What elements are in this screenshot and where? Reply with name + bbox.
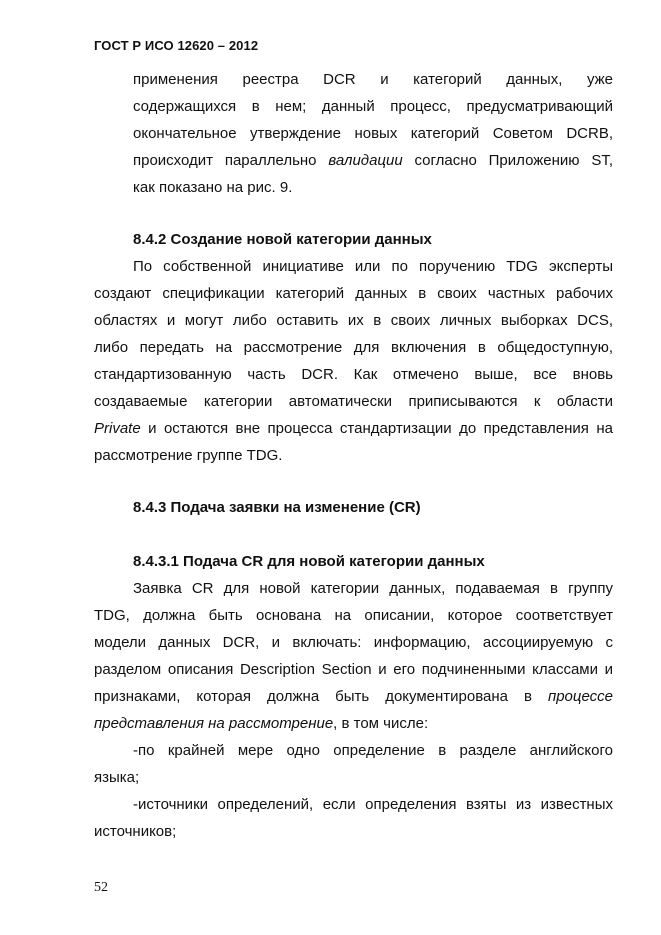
text-line: областях и могут либо оставить их в своих личных выборках DCS, [94,312,613,329]
section-heading-8-4-2: 8.4.2 Создание новой категории данных [133,231,432,248]
text-line: создают спецификации категорий данных в своих частных рабочих [94,285,613,302]
text-line: Заявка CR для новой категории данных, подаваемая в группу [133,580,613,597]
text-line: представления на рассмотрение, в том числе: [94,715,429,732]
list-item-continuation: языка; [94,769,140,786]
section-8-4-2-paragraph [94,253,613,469]
text-line: Private и остаются вне процесса стандартизации до представления на [94,420,613,437]
continuation-paragraph [133,66,613,201]
text-line: окончательное утверждение новых категорий Советом DCRB, [133,125,613,142]
text-line: применения реестра DCR и категорий данных, уже [133,71,613,88]
section-heading-8-4-3: 8.4.3 Подача заявки на изменение (CR) [133,499,421,516]
text-line: рассмотрение группе TDG. [94,447,283,464]
text-line: происходит параллельно валидации согласно Приложению ST, [133,152,613,169]
text-line: либо передать на рассмотрение для включения в общедоступную, [94,339,613,356]
list-item-continuation: источников; [94,823,177,840]
section-heading-8-4-3-1: 8.4.3.1 Подача CR для новой категории данных [133,553,485,570]
list-item: -по крайней мере одно определение в разделе английского [133,742,613,759]
page-number: 52 [94,880,108,895]
text-line: как показано на рис. 9. [133,179,293,196]
document-header: ГОСТ Р ИСО 12620 – 2012 [94,38,259,53]
section-8-4-3-1-paragraph [94,575,613,845]
text-line: TDG, должна быть основана на описании, которое соответствует [94,607,613,624]
list-item: -источники определений, если определения взяты из известных [133,796,613,813]
text-line: содержащихся в нем; данный процесс, предусматривающий [133,98,613,115]
text-line: разделом описания Description Section и его подчиненными классами и [94,661,613,678]
text-line: По собственной инициативе или по поручению TDG эксперты [133,258,613,275]
text-line: стандартизованную часть DCR. Как отмечено выше, все вновь [94,366,613,383]
text-line: создаваемые категории автоматически приписываются к области [94,393,613,410]
text-line: признаками, которая должна быть документирована в процессе [94,688,613,705]
text-line: модели данных DCR, и включать: информацию, ассоциируемую с [94,634,613,651]
